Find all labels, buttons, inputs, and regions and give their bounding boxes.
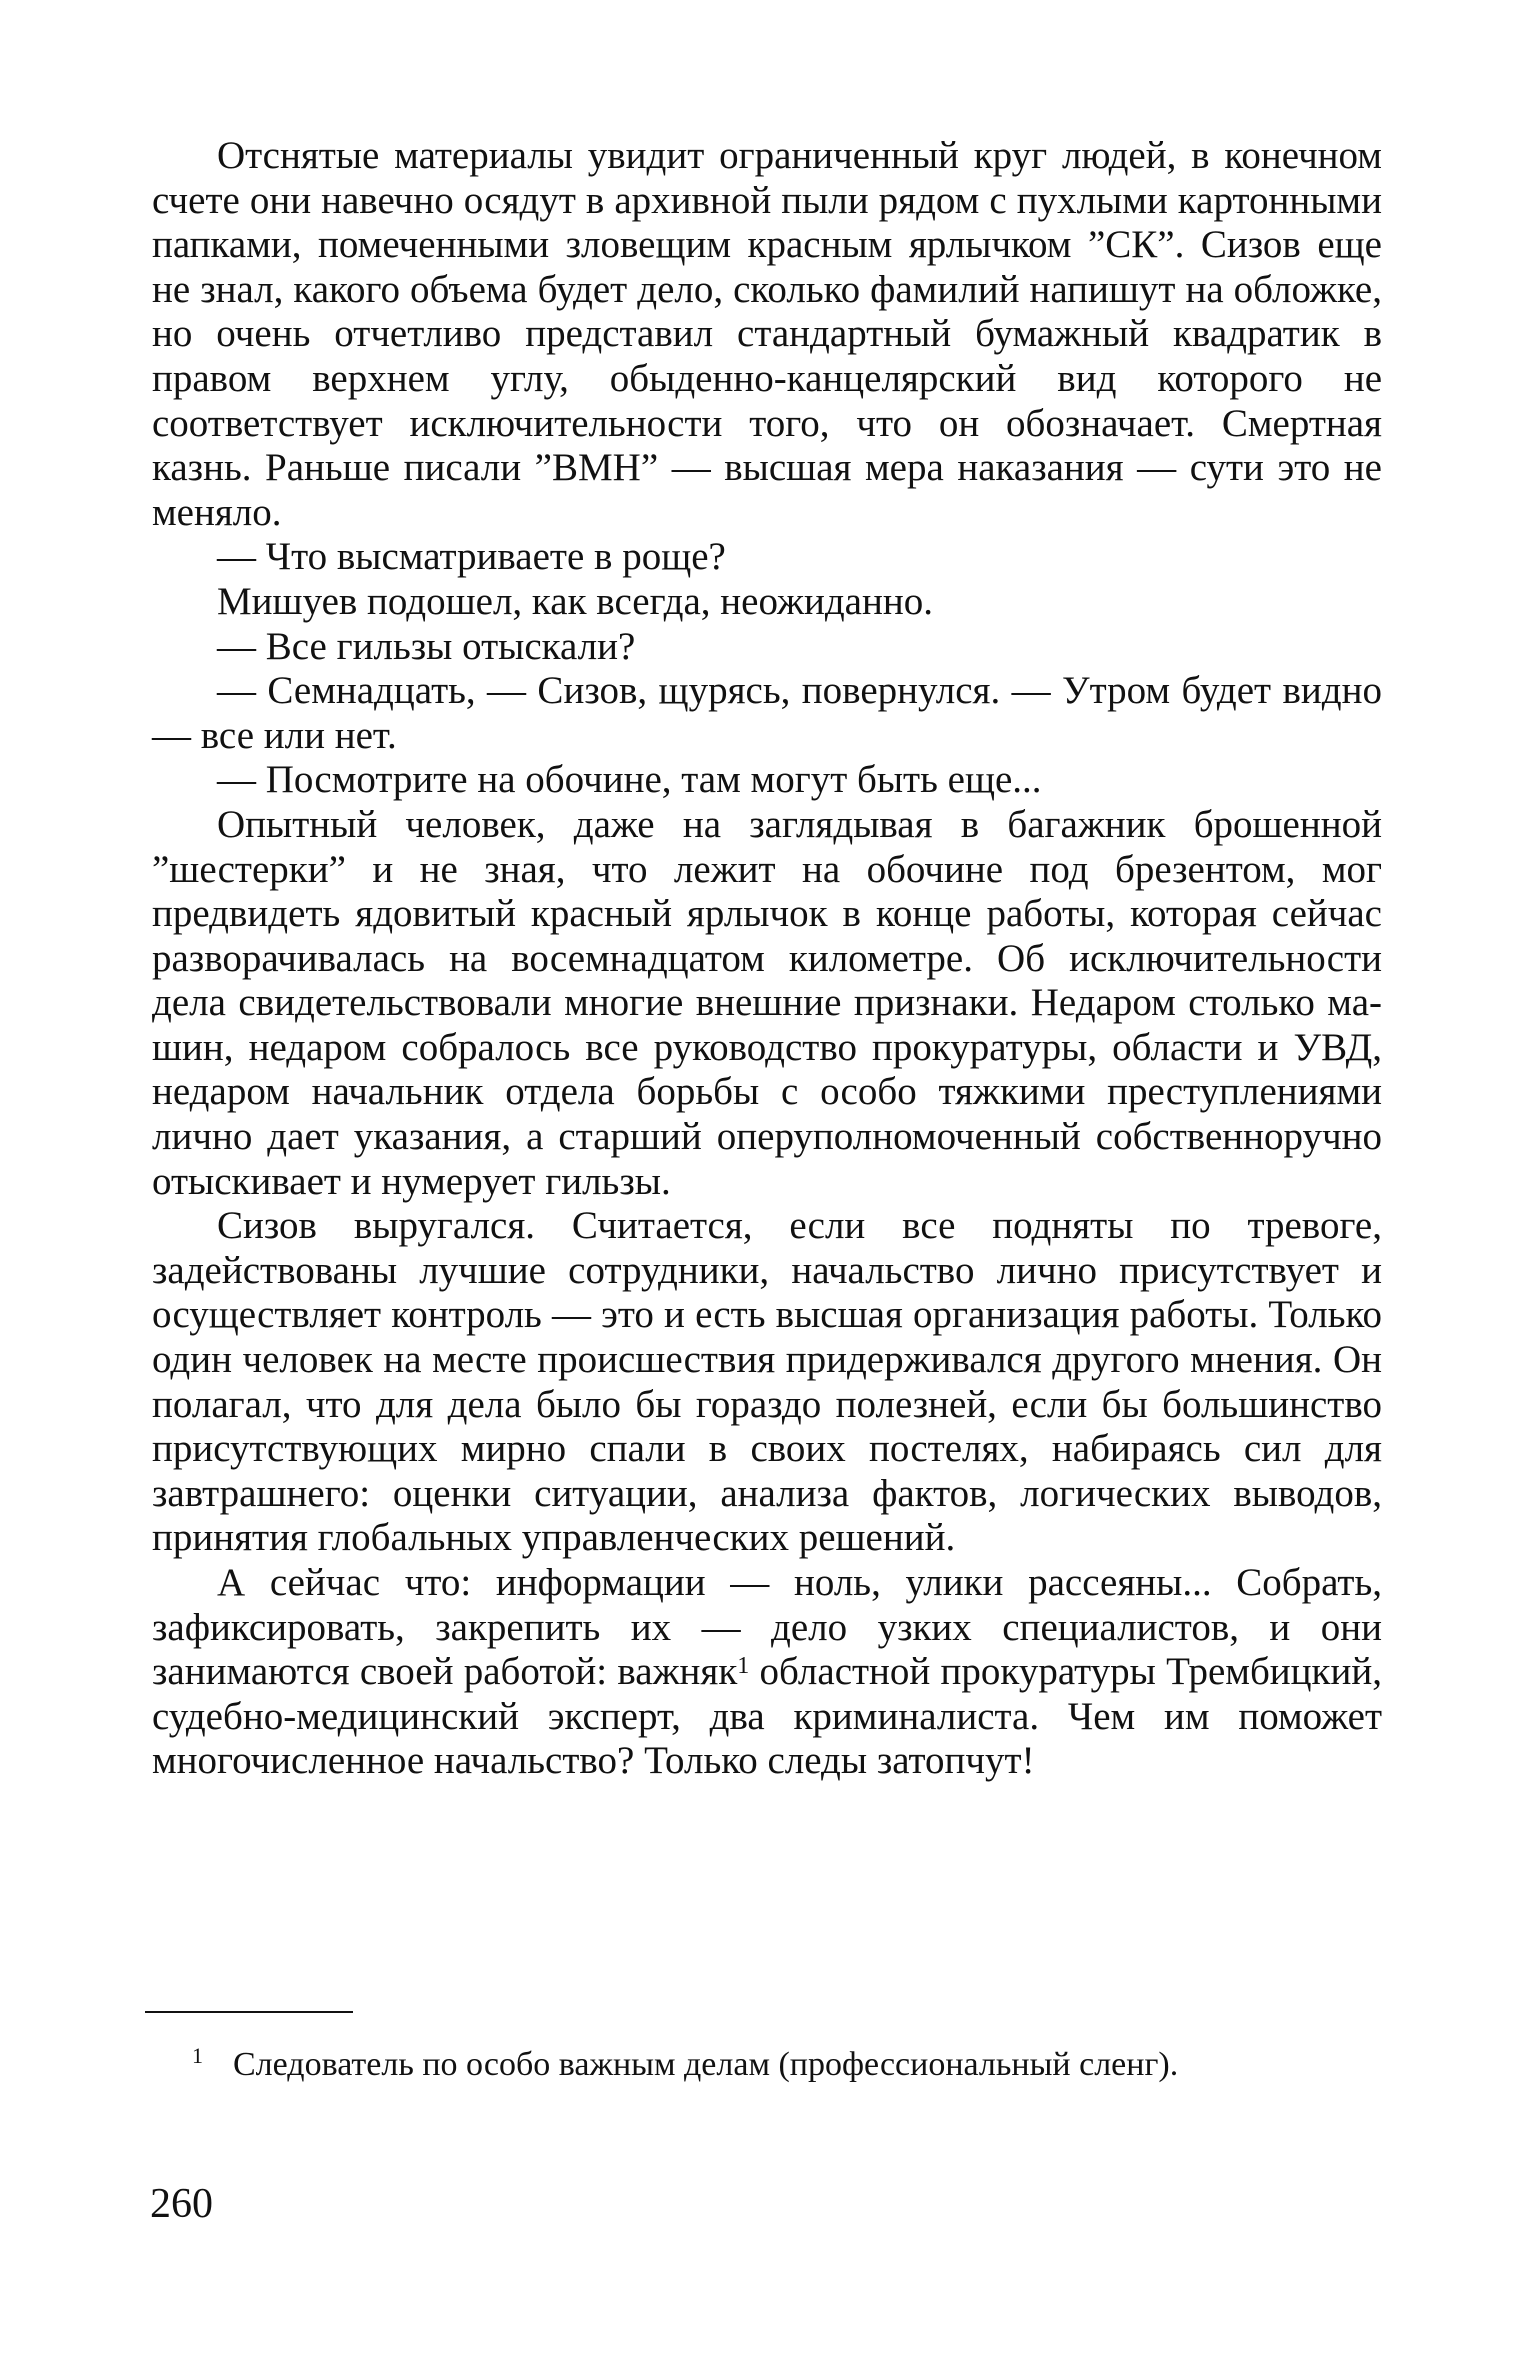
paragraph-2: — Что высматриваете в роще? bbox=[217, 535, 726, 579]
paragraph-3: Мишуев подошел, как всегда, неожиданно. bbox=[217, 579, 933, 623]
footnote-separator bbox=[145, 2011, 353, 2013]
paragraph-7: Опытный человек, даже на заглядывая в багажник брошенной ”шестерки” и не зная, что лежит на обочине под брезентом, мог предвидеть ядовитый красный ярлычок в конце работы, которая сейчас разворачивалась на восемнадцатом километре. Об исключительности дела свидетельствовали многие внешние признаки. Недаром столько машин, недаром собралось все руководство прокуратуры, области и УВД, недаром начальник отдела борьбы с особо тяжкими преступлениями лично дает указания, а старший оперуполномоченный собственноручно отыскивает и нумерует гильзы. bbox=[152, 802, 1382, 1203]
footnote bbox=[152, 2043, 1382, 2087]
footnote-marker: 1 bbox=[192, 2043, 203, 2068]
footnote-text: Следователь по особо важным делам (профессиональный сленг). bbox=[233, 2046, 1179, 2083]
paragraph-9-part-2: областной прокуратуры Трембицкий, судебно-медицинский эксперт, два криминалиста. Чем им поможет многочисленное начальство? Только следы затопчут! bbox=[152, 1650, 1382, 1783]
paragraph-5: — Семнадцать, — Сизов, щурясь, повернулся. — Утром будет видно — все или нет. bbox=[152, 669, 1382, 757]
paragraph-6: — Посмотрите на обочине, там могут быть еще... bbox=[217, 758, 1042, 802]
paragraph-4: — Все гильзы отыскали? bbox=[217, 624, 636, 668]
paragraph-9 bbox=[152, 1561, 1382, 1784]
body-text bbox=[152, 134, 1382, 1784]
paragraph-8: Сизов выругался. Считается, если все подняты по тревоге, задействованы лучшие сотрудники, начальство лично присутствует и осуществляет контроль — это и есть высшая организация работы. Только один человек на месте происшествия придерживался другого мнения. Он полагал, что для дела было бы гораздо полезней, если бы большинство присутствующих мирно спали в своих постелях, набираясь сил для завтрашнего: оценки ситуации, анализа фактов, логических выводов, принятия глобальных управленческих решений. bbox=[152, 1204, 1382, 1560]
page-number: 260 bbox=[150, 2181, 213, 2227]
paragraph-9-part-1: А сейчас что: информации — ноль, улики рассеяны... Собрать, зафиксировать, закрепить их — дело узких специалистов, и они занимаются своей работой: важняк bbox=[152, 1561, 1382, 1694]
paragraph-1: Отснятые материалы увидит ограниченный круг людей, в конечном счете они навечно осядут в архивной пыли рядом с пухлыми картонными папками, помеченными зловещим красным ярлычком ”СК”. Сизов еще не знал, какого объема будет дело, сколько фамилий напишут на обложке, но очень отчетливо представил стандартный бумажный квадратик в правом верхнем углу, обыденно-канцелярский вид которого не соответствует исключительности того, что он обозначает. Смертная казнь. Раньше писали ”ВМН” — высшая мера наказания — сути это не меняло. bbox=[152, 134, 1382, 534]
footnote-reference: 1 bbox=[737, 1653, 750, 1680]
